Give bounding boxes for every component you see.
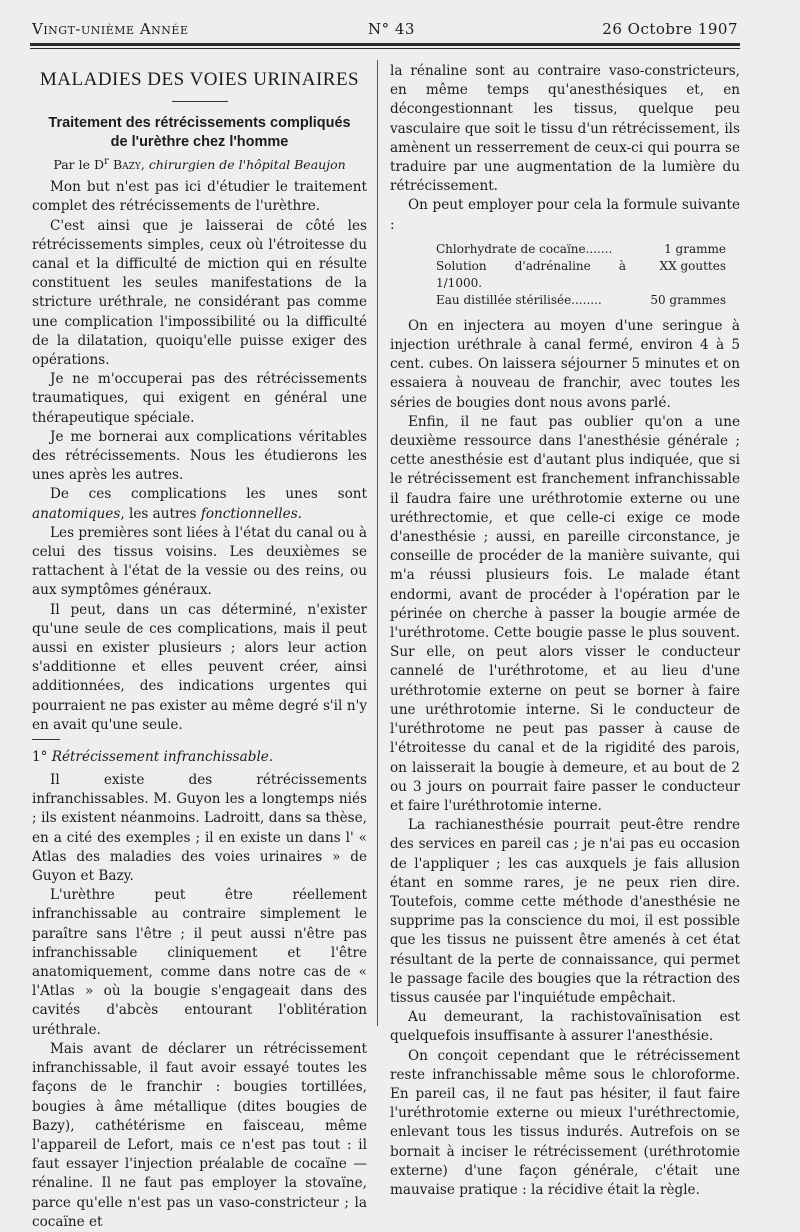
paragraph: Mon but n'est pas ici d'étudier le traitement complet des rétrécissements de l'urèthre.	[32, 179, 367, 215]
formula-dose: XX gouttes	[659, 258, 726, 273]
formula-ingredient: Eau distillée stérilisée........	[436, 292, 602, 307]
p5-b: anatomiques	[32, 505, 121, 522]
paragraph: Je ne m'occuperai pas des rétrécissements traumatiques, qui exigent en général une thérapeutique spéciale.	[32, 371, 367, 426]
header-rule-thick	[30, 43, 740, 46]
issue-date: 26 Octobre 1907	[602, 20, 738, 38]
subsection-heading	[32, 748, 367, 767]
p5-c: , les autres	[120, 505, 201, 522]
paragraph: La rachianesthésie pourrait peut-être rendre des services en pareil cas ; je n'ai pas eu occasion de l'appliquer ; les cas auxquels je fais allusion étant en somme rares, je ne peux rien dire. Toutefois, comme cette méthode d'anesthésie ne supprime pas la conscience du moi, il est possible que les tissus ne puissent être amenés à cet état résultant de la perte de connaissance, qui permet le passage facile des bougies que la rétraction des tissus causée par l'inquiétude empêchait.	[390, 817, 740, 1006]
byline	[32, 152, 367, 174]
formula-row	[436, 258, 726, 292]
article-title-line1: Traitement des rétrécissements compliqués	[48, 115, 351, 131]
p5-a: De ces complications les unes sont	[50, 486, 367, 503]
formula	[436, 241, 740, 309]
formula-row	[436, 241, 726, 258]
right-column	[390, 62, 740, 1200]
byline-author: Bazy,	[112, 157, 145, 173]
paragraph: On en injectera au moyen d'une seringue à injection uréthrale à canal fermé, environ 4 à 5 cent. cubes. On laissera séjourner 5 minutes et on essaiera à nouveau de franchir, avec toutes les séries de bougies dont nous avons parlé.	[390, 317, 740, 411]
page-header	[32, 20, 738, 42]
paragraph	[32, 485, 367, 523]
subsection-number: 1°	[32, 749, 48, 766]
paragraph: On peut employer pour cela la formule suivante :	[390, 197, 740, 233]
title-rule	[172, 101, 228, 102]
paragraph: Il existe des rétrécissements infranchissables. M. Guyon les a longtemps niés ; ils existent néanmoins. Ladroitt, dans sa thèse, en a cité des exemples ; il en existe un dans l' « Atlas des maladies des voies urinaires » de Guyon et Bazy.	[32, 772, 367, 885]
issue-number: N° 43	[368, 20, 415, 38]
article-title-line2: de l'urèthre chez l'homme	[110, 134, 289, 150]
paragraph: Mais avant de déclarer un rétrécissement infranchissable, il faut avoir essayé toutes les façons de le franchir : bougies tortillées, bougies à âme métallique (dites bougies de Bazy), cathétérisme en faisceau, même l'appareil de Lefort, mais ce n'est pas tout : il faut essayer l'injection préalable de cocaïne —rénaline. Il ne faut pas employer la stovaïne, parce qu'elle n'est pas un vaso-constricteur ; la cocaïne et	[32, 1040, 367, 1230]
header-rule-thin	[30, 48, 740, 49]
left-column	[32, 62, 367, 1232]
paragraph: C'est ainsi que je laisserai de côté les rétrécissements simples, ceux où l'étroitesse du canal et la difficulté de miction qui en résulte constituent les seules manifestations de la stricture uréthrale, ne considérant pas comme une complication l'impossibilité ou la difficulté de la dilatation, quoiqu'elle puisse exiger des opérations.	[32, 217, 367, 368]
byline-prefix: Par le D	[53, 157, 104, 173]
volume-label: Vingt-unième Année	[32, 20, 189, 38]
paragraph: Les premières sont liées à l'état du canal ou à celui des tissus voisins. Les deuxièmes se rattachent à l'état de la vessie ou des reins, ou aux symptômes généraux.	[32, 524, 367, 599]
paragraph: On conçoit cependant que le rétrécissement reste infranchissable même sous le chloroforme. En pareil cas, il ne faut pas hésiter, il faut faire l'uréthrotomie externe ou mieux l'uréthrectomie, enlevant tous les tissus indurés. Autrefois on se bornait à inciser le rétrécissement (uréthrotomie externe) d'une façon générale, c'était une mauvaise pratique : la récidive était la règle.	[390, 1047, 740, 1198]
subsection-title: Rétrécissement infranchissable.	[51, 749, 274, 766]
formula-dose: 1 gramme	[664, 241, 726, 256]
byline-role: chirurgien de l'hôpital Beaujon	[148, 157, 346, 173]
formula-ingredient: Chlorhydrate de cocaïne.......	[436, 241, 613, 256]
section-title: MALADIES DES VOIES URINAIRES	[39, 69, 360, 90]
byline-sup: r	[104, 155, 109, 167]
subsection-rule	[32, 739, 60, 740]
formula-row	[436, 292, 726, 309]
paragraph: Je me bornerai aux complications véritables des rétrécissements. Nous les étudierons les unes après les autres.	[32, 428, 367, 484]
paragraph: Enfin, il ne faut pas oublier qu'on a une deuxième ressource dans l'anesthésie générale ; cette anesthésie est d'autant plus indiquée, que si le rétrécissement est franchement infranchissable il faudra faire une uréthrotomie externe ou une uréthrectomie, et que celle-ci exige ce mode d'anesthésie ; aussi, en pareille circonstance, je conseille de procéder de la manière suivante, qui m'a réussi plusieurs fois. Le malade étant endormi, avant de procéder à l'opération par le périnée on cherche à passer la bougie armée de l'uréthrotome. Cette bougie passe le plus souvent. Sur elle, on peut alors visser le conducteur cannelé de l'uréthrotome, et au lieu d'une uréthrotomie externe on peut se borner à faire une uréthrotomie interne. Si le conducteur de l'uréthrotome ne peut pas passer à cause de l'étroitesse du canal et de la rigidité des parois, on laisserait la bougie à demeure, et au bout de 2 ou 3 jours on pourrait faire passer le conducteur et faire l'uréthrotomie interne.	[390, 413, 740, 814]
paragraph: la rénaline sont au contraire vaso-constricteurs, en même temps qu'anesthésiques et, en décongestionnant les tissus, quelque peu vasculaire que soit le tissu d'un rétrécissement, ils amènent un resserrement de ceux-ci qui pourra se traduire par une augmentation de la lumière du rétrécissement.	[390, 63, 740, 195]
column-divider	[377, 60, 378, 1026]
formula-dose: 50 grammes	[650, 292, 726, 307]
p5-d: fonctionnelles.	[200, 505, 302, 522]
paragraph: L'urèthre peut être réellement infranchissable au contraire simplement le paraître sans l'être ; il peut aussi n'être pas infranchissable cliniquement et l'être anatomiquement, comme dans notre cas de « l'Atlas » où la bougie s'engageait dans des cavités d'abcès entourant l'oblitération uréthrale.	[32, 887, 367, 1038]
formula-ingredient: Solution d'adrénaline à 1/1000.	[436, 258, 626, 290]
paragraph: Il peut, dans un cas déterminé, n'exister qu'une seule de ces complications, mais il peut aussi en exister plusieurs ; alors leur action s'additionne et elles peuvent créer, ainsi additionnées, des indications urgentes qui pourraient ne pas exister au même degré s'il n'y en avait qu'une seule.	[32, 601, 367, 733]
paragraph: Au demeurant, la rachistovaïnisation est quelquefois insuffisante à assurer l'anesthésie.	[390, 1009, 740, 1045]
